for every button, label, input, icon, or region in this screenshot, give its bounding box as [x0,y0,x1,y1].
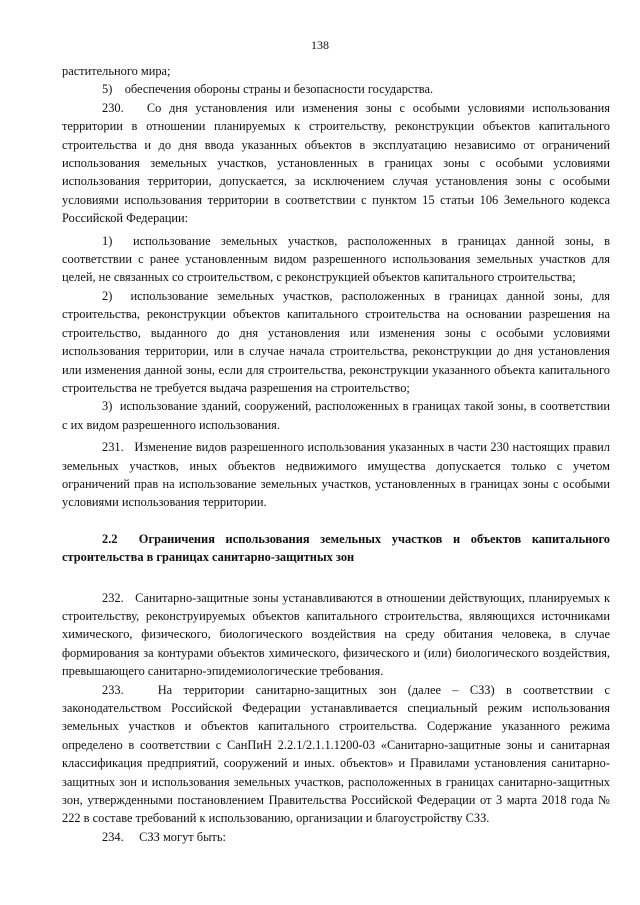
continuation-line: растительного мира; [62,64,171,78]
page-content [62,62,610,846]
spacer [62,512,610,530]
paragraph-230-item-2: 2) использование земельных участков, расположенных в границах данной зоны, для строительства, реконструкции объектов капитального строительства на основании разрешения на строительство, выданного до дня установления или изменения зоны с особыми условиями использования территории, или в случае начала строительства, реконструкции до дня установления или изменения данной зоны, если для строительства, реконструкции указанного объекта капитального строительства не требуется выдача разрешения на строительство; [62,288,610,395]
paragraph-234: 234. СЗЗ могут быть: [102,829,226,844]
paragraph-233: 233. На территории санитарно-защитных зон (далее – СЗЗ) в соответствии с законодательством Российской Федерации устанавливается специальный режим использования земельных участков и объектов капитального строительства. Содержание указанного режима определено в соответствии с СанПиН 2.2.1/2.1.1.1200-03 «Санитарно-защитные зоны и санитарная классификация предприятий, сооружений и иных. объектов» и Правилами установления санитарно-защитных зон и использования земельных участков, расположенных в границах санитарно-защитных зон, утвержденными постановлением Правительства Российской Федерации от 3 марта 2018 года № 222 в составе требований к использованию, организации и благоустройству СЗЗ. [62,682,610,826]
paragraph-231: 231. Изменение видов разрешенного использования указанных в части 230 настоящих правил земельных участков, иных объектов недвижимого имущества допускается только с учетом ограничений прав на использование земельных участков, установленных в границах зоны с особыми условиями использования территории. [62,440,610,510]
paragraph-232: 232. Санитарно-защитные зоны устанавливаются в отношении действующих, планируемых к строительству, реконструируемых объектов капитального строительства, являющихся источниками химического, физического, биологического воздействия на среду обитания человека, в случае формирования за контурами объектов химического, физического и (или) биологического воздействия, превышающего санитарно-эпидемиологические требования. [62,590,610,679]
paragraph-230-item-1: 1) использование земельных участков, расположенных в границах данной зоны, в соответствии с ранее установленным видом разрешенного использования земельных участков для целей, не связанных со строительством, с реконструкцией объектов капитального строительства; [62,233,610,285]
list-item-5: 5) обеспечения обороны страны и безопасности государства. [102,82,434,97]
spacer [62,567,610,589]
page-number: 138 [311,38,329,52]
paragraph-230: 230. Со дня установления или изменения зоны с особыми условиями использования территории в отношении планируемых к строительству, реконструкции объектов капитального строительства и до дня ввода указанных объектов в эксплуатацию независимо от ограничений использования земельных участков, установленных в границах зоны с особыми условиями использования территории, допускается, за исключением случая установления зоны с особыми условиями использования территории в соответствии с пунктом 15 статьи 106 Земельного кодекса Российской Федерации: [62,100,610,226]
paragraph-230-item-3: 3) использование зданий, сооружений, расположенных в границах такой зоны, в соответствии с их видом разрешенного использования. [62,399,610,432]
section-heading-2-2: 2.2 Ограничения использования земельных участков и объектов капитального строительства в границах санитарно-защитных зон [62,531,610,565]
